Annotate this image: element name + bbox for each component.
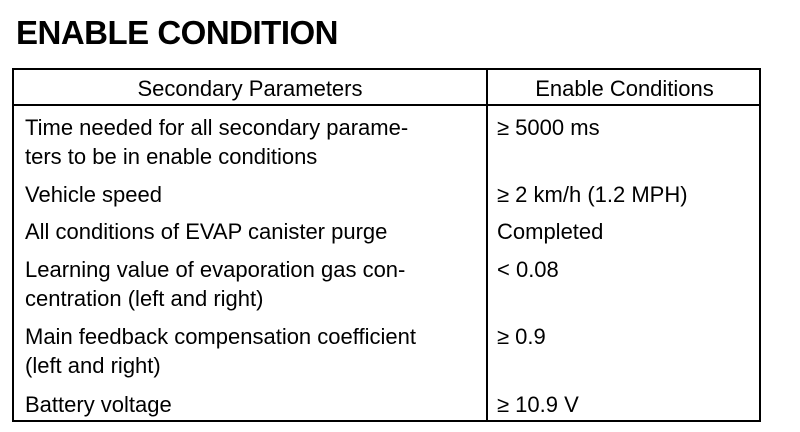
header-divider [14, 104, 759, 106]
row-2-condition: ≥ 2 km/h (1.2 MPH) [497, 182, 688, 207]
page-title: ENABLE CONDITION [16, 14, 338, 51]
row-5-condition: ≥ 0.9 [497, 324, 546, 349]
row-4-parameter: Learning value of evaporation gas con- centration (left and right) [25, 257, 406, 311]
row-2-parameter: Vehicle speed [25, 182, 162, 207]
row-6-condition: ≥ 10.9 V [497, 392, 579, 417]
header-enable-conditions: Enable Conditions [535, 76, 714, 101]
column-divider [486, 70, 488, 420]
row-4-condition: < 0.08 [497, 257, 559, 282]
row-5-parameter: Main feedback compensation coefficient (left and right) [25, 324, 416, 378]
row-1-parameter: Time needed for all secondary parame- ters to be in enable conditions [25, 115, 409, 169]
header-secondary-parameters: Secondary Parameters [137, 76, 363, 101]
row-3-parameter: All conditions of EVAP canister purge [25, 219, 388, 244]
enable-condition-table [12, 68, 761, 422]
row-6-parameter: Battery voltage [25, 392, 172, 417]
row-3-condition: Completed [497, 219, 604, 244]
row-1-condition: ≥ 5000 ms [497, 115, 600, 140]
